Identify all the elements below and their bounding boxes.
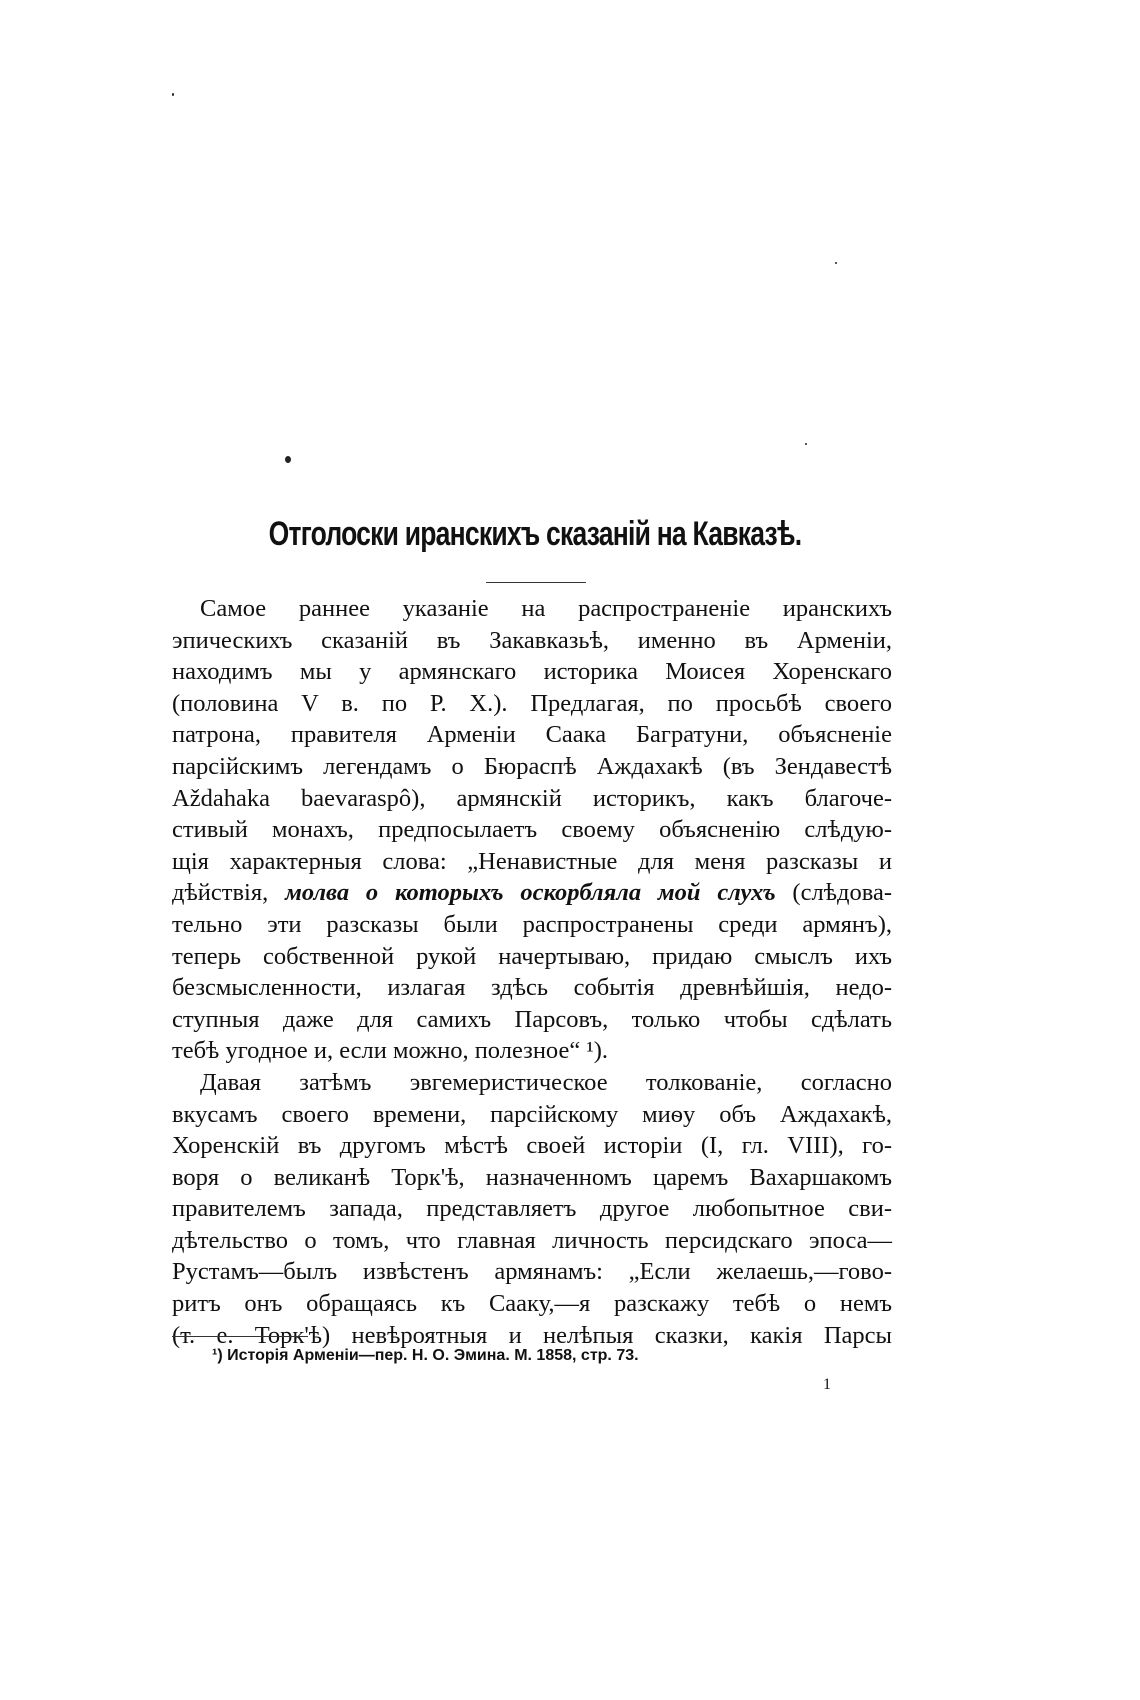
italic-quote: молва о которыхъ оскорбляла мой слухъ [285,879,776,907]
text-line: находимъ мы у армянскаго историка Моисея Хоренскаго [172,658,892,686]
scan-speck [285,456,291,463]
text-line: (т. е. Торк'ѣ) невѣроятныя и нелѣпыя сказки, какія Парсы [172,1321,892,1349]
text-line: тебѣ угодное и, если можно, полезное“ ¹). [172,1037,608,1065]
text-segment: дѣйствія, [172,879,286,907]
text-line: парсійскимъ легендамъ о Бюраспѣ Аждахакѣ (въ Зендавестѣ [172,752,892,780]
paragraph-2 [172,1067,892,1351]
text-line: стивый монахъ, предпосылаетъ своему объясненію слѣдую- [172,816,892,844]
text-line: воря о великанѣ Торк'ѣ, назначенномъ царемъ Вахаршакомъ [172,1163,892,1191]
text-line: (половина V в. по Р. X.). Предлагая, по просьбѣ своего [172,689,892,717]
paragraph-1 [172,593,892,1067]
text-line: теперь собственной рукой начертываю, придаю смыслъ ихъ [172,942,892,970]
text-line: ритъ онъ обращаясь къ Сааку,—я разскажу тебѣ о немъ [172,1290,892,1318]
article-body [172,593,892,1351]
signature-mark: 1 [823,1376,831,1393]
text-line: дѣтельство о томъ, что главная личность персидскаго эпоса— [172,1226,892,1254]
text-line: Хоренскій въ другомъ мѣстѣ своей исторіи (I, гл. VIII), го- [172,1132,892,1160]
text-segment: (слѣдова- [775,879,892,907]
footnote-divider [172,1336,308,1337]
scan-speck [172,93,174,96]
text-line: щія характерныя слова: „Ненавистные для меня разсказы и [172,847,892,875]
text-line: Aždahaka baevaraspô), армянскій историкъ, какъ благоче- [172,784,892,812]
text-line: тельно эти разсказы были распространены среди армянъ), [172,910,892,938]
title-divider [486,582,586,583]
page-title: Отголоски иранскихъ сказаній на Кавказѣ. [268,515,802,553]
text-line: ступныя даже для самихъ Парсовъ, только чтобы сдѣлать [172,1005,892,1033]
text-line: патрона, правителя Арменіи Саака Багратуни, объясненіе [172,721,892,749]
text-line: эпическихъ сказаній въ Закавказьѣ, именно въ Арменіи, [172,626,892,654]
text-line-with-italic [172,877,892,909]
footnote: ¹) Исторія Арменіи—пер. Н. О. Эмина. М. 1858, стр. 73. [212,1347,639,1364]
text-line: вкусамъ своего времени, парсійскому миѳу объ Аждахакѣ, [172,1100,892,1128]
text-line: Самое раннее указаніе на распространеніе иранскихъ [200,595,892,622]
text-line: правителемъ запада, представляетъ другое любопытное сви- [172,1195,892,1223]
text-line: безсмысленности, излагая здѣсь событія древнѣйшія, недо- [172,974,892,1002]
text-line: Рустамъ—былъ извѣстенъ армянамъ: „Если желаешь,—гово- [172,1258,892,1286]
scan-speck [835,262,837,264]
scan-speck [805,443,807,445]
text-line: Давая затѣмъ эвгемеристическое толкованіе, согласно [200,1068,892,1096]
